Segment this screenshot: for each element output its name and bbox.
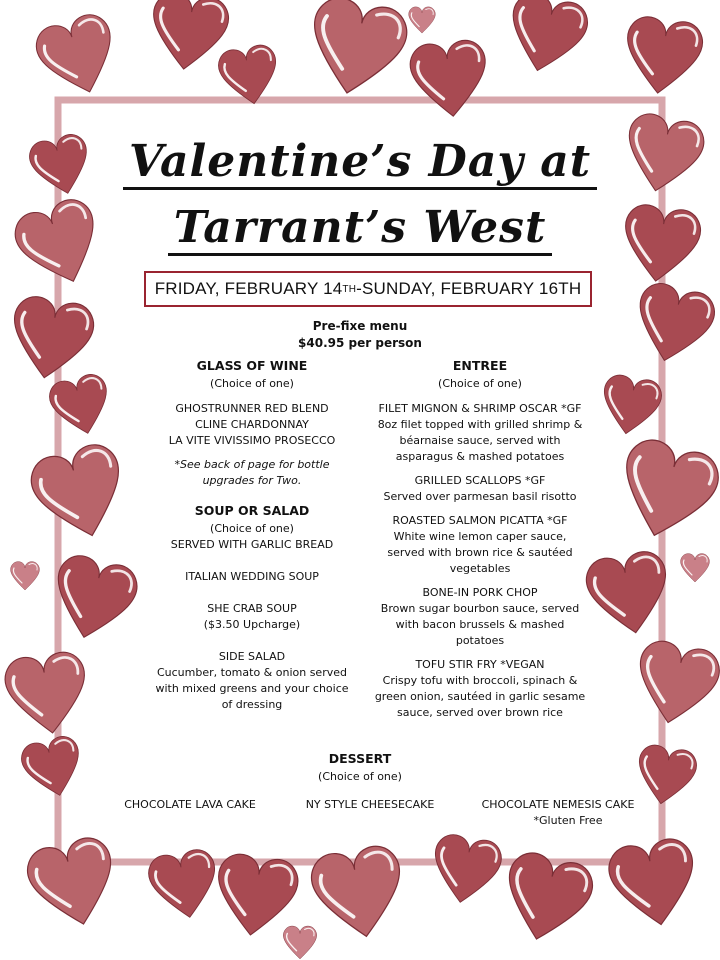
- soup-item: SHE CRAB SOUP: [207, 602, 297, 615]
- heart-decoration: [605, 835, 702, 931]
- entree-heading: ENTREE: [452, 358, 508, 373]
- dessert-choice: (Choice of one): [318, 770, 402, 783]
- entree-name: ROASTED SALMON PICATTA *GF: [392, 514, 568, 527]
- prefix-label: Pre-fixe menu: [312, 319, 408, 333]
- heart-decoration: [629, 637, 720, 731]
- soup-item-note: ($3.50 Upcharge): [203, 618, 301, 631]
- entree-name: TOFU STIR FRY *VEGAN: [415, 658, 545, 671]
- heart-decoration: [620, 14, 705, 98]
- heart-decoration: [408, 38, 491, 120]
- heart-decoration: [283, 926, 316, 959]
- date-end: -SUNDAY, FEBRUARY 16TH: [356, 279, 582, 298]
- heart-decoration: [501, 0, 592, 80]
- salad-item: SIDE SALAD: [218, 650, 286, 663]
- date-superscript: TH: [342, 283, 357, 295]
- salad-desc: Cucumber, tomato & onion served with mixed greens and your choice of dressing: [155, 666, 349, 711]
- heart-decoration: [23, 833, 125, 934]
- dessert-item: CHOCOLATE NEMESIS CAKE: [481, 798, 635, 811]
- entree-item: FILET MIGNON & SHRIMP OSCAR *GF 8oz filet topped with grilled shrimp & béarnaise sauce, served with asparagus & mashed potatoes: [360, 401, 600, 465]
- heart-decoration: [308, 843, 411, 944]
- heart-decoration: [146, 847, 223, 923]
- title-line-2: Tarrant’s West: [0, 200, 720, 256]
- heart-decoration: [18, 733, 88, 802]
- heart-decoration: [409, 7, 436, 33]
- soup-heading: SOUP OR SALAD: [194, 503, 310, 518]
- heart-decoration: [31, 10, 126, 104]
- entree-item: BONE-IN PORK CHOP Brown sugar bourbon sauce, served with bacon brussels & mashed potatoes: [360, 585, 600, 649]
- dessert-item: NY STYLE CHEESECAKE: [305, 798, 435, 811]
- wine-choice: (Choice of one): [210, 377, 294, 390]
- heart-decoration: [211, 851, 301, 940]
- dessert-heading: DESSERT: [328, 751, 392, 766]
- heart-decoration: [427, 832, 504, 908]
- wine-note: upgrades for Two.: [202, 474, 302, 487]
- wine-item: LA VITE VIVISSIMO PROSECCO: [168, 434, 336, 447]
- entree-name: GRILLED SCALLOPS *GF: [414, 474, 546, 487]
- dessert-footnote: *Gluten Free: [533, 814, 603, 827]
- heart-decoration: [2, 649, 92, 738]
- heart-decoration: [301, 0, 411, 103]
- entree-name: FILET MIGNON & SHRIMP OSCAR *GF: [378, 402, 582, 415]
- heart-decoration: [11, 562, 40, 590]
- wine-item: GHOSTRUNNER RED BLEND: [175, 402, 329, 415]
- title-line-1: Valentine’s Day at: [0, 134, 720, 190]
- entree-item: ROASTED SALMON PICATTA *GF White wine lemon caper sauce, served with brown rice & sautéed vegetables: [360, 513, 600, 577]
- heart-decoration: [5, 293, 97, 384]
- heart-decoration: [628, 279, 719, 369]
- entree-name: BONE-IN PORK CHOP: [422, 586, 538, 599]
- soup-served: SERVED WITH GARLIC BREAD: [170, 538, 334, 551]
- entree-item: GRILLED SCALLOPS *GF Served over parmesan basil risotto: [360, 473, 600, 505]
- soup-choice: (Choice of one): [210, 522, 294, 535]
- wine-item: CLINE CHARDONNAY: [195, 418, 309, 431]
- wine-heading: GLASS OF WINE: [196, 358, 308, 373]
- soup-item: ITALIAN WEDDING SOUP: [185, 570, 319, 583]
- entree-item: TOFU STIR FRY *VEGAN Crispy tofu with broccoli, spinach & green onion, sautéed in garlic sesame sauce, served over brown rice: [360, 657, 600, 721]
- heart-decoration: [25, 439, 134, 547]
- wine-note: *See back of page for bottle: [174, 458, 330, 471]
- prefix-price: $40.95 per person: [298, 336, 422, 350]
- date-start: FRIDAY, FEBRUARY 14: [154, 279, 343, 298]
- dessert-item: CHOCOLATE LAVA CAKE: [124, 798, 256, 811]
- heart-decoration: [681, 554, 710, 582]
- entree-choice: (Choice of one): [438, 377, 522, 390]
- date-range-box: [144, 271, 592, 307]
- heart-decoration: [597, 373, 664, 439]
